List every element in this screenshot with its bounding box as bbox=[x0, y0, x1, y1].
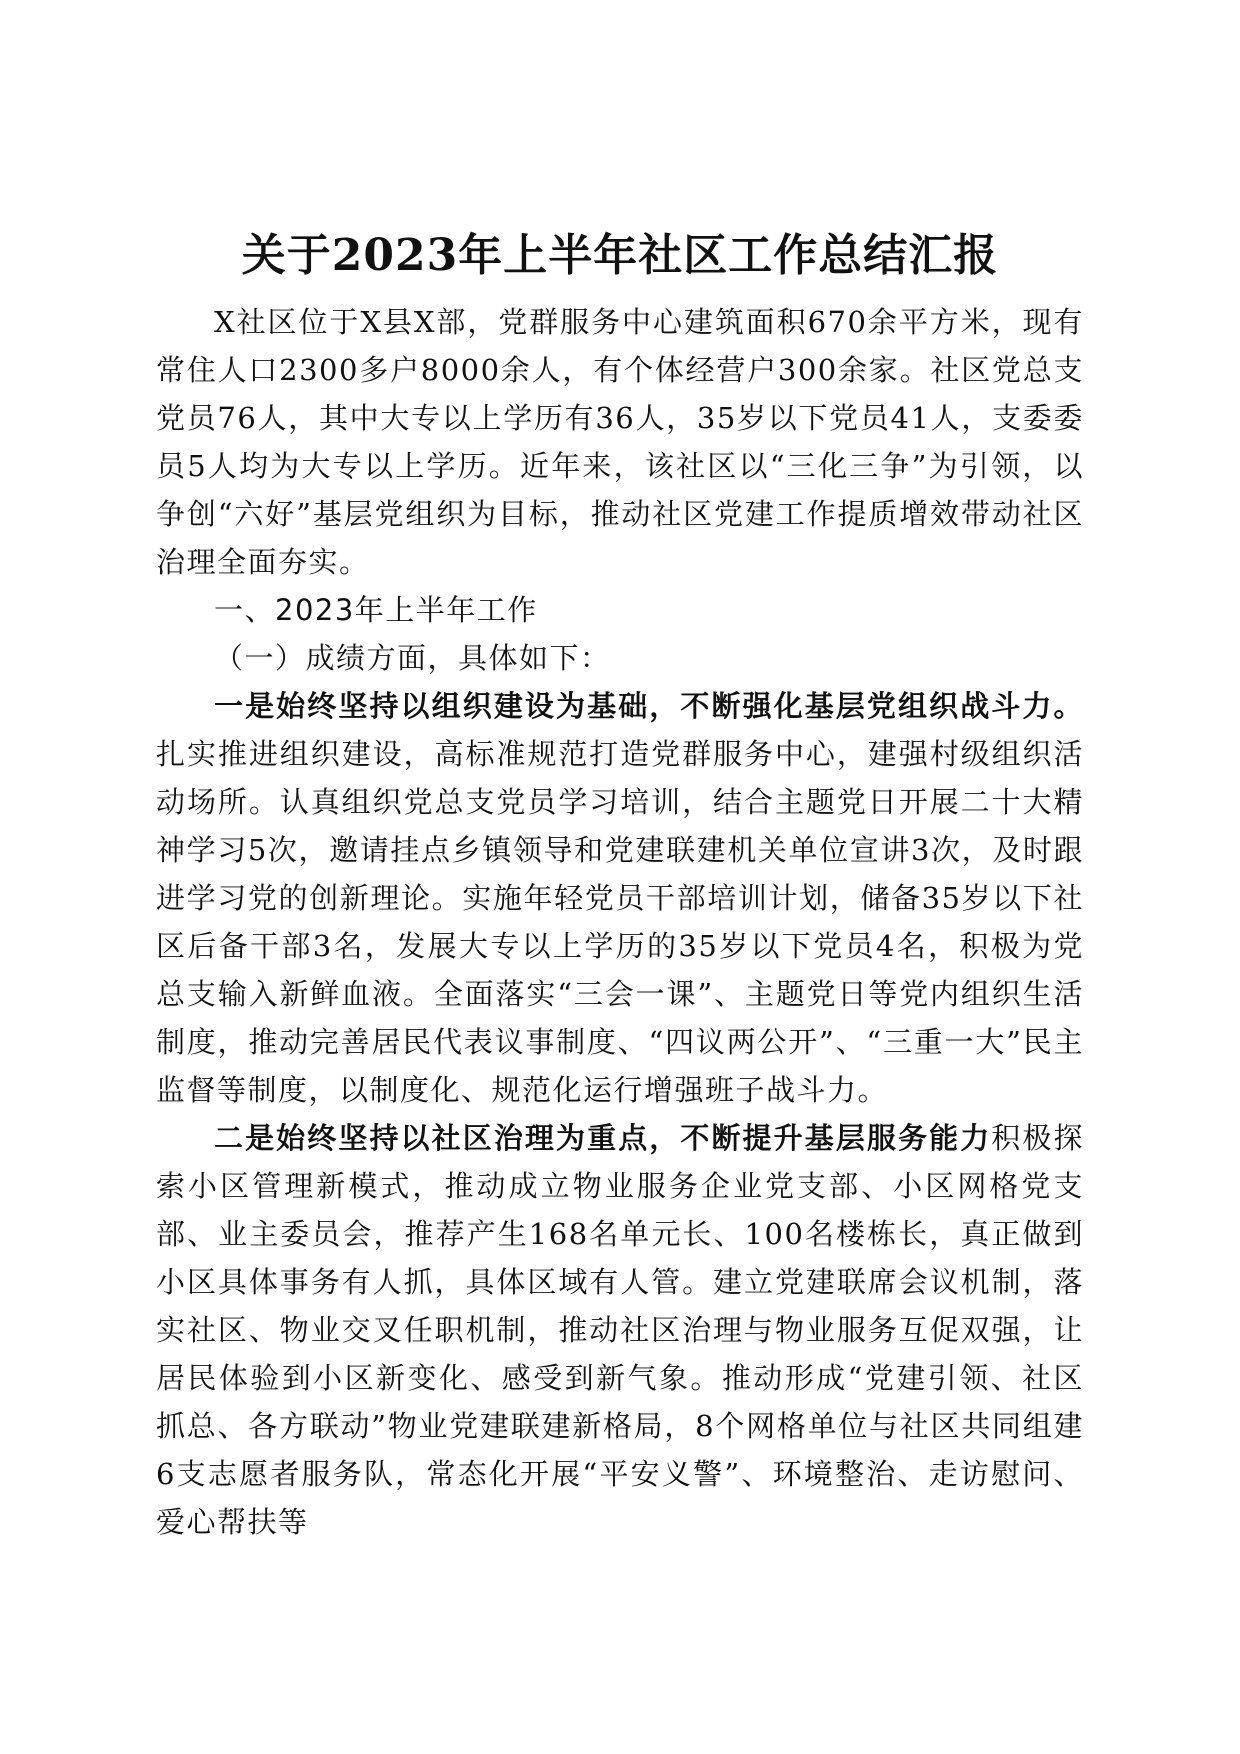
point-one-body: 扎实推进组织建设，高标准规范打造党群服务中心，建强村级组织活动场所。认真组织党总支党员学习培训，结合主题党日开展二十大精神学习5次，邀请挂点乡镇领导和党建联建机关单位宣讲3次，及时跟进学习党的创新理论。实施年轻党员干部培训计划，储备35岁以下社区后备干部3名，发展大专以上学历的35岁以下党员4名，积极为党总支输入新鲜血液。全面落实“三会一课”、主题党日等党内组织生活制度，推动完善居民代表议事制度、“四议两公开”、“三重一大”民主监督等制度，以制度化、规范化运行增强班子战斗力。 bbox=[156, 737, 1084, 1107]
document-page bbox=[156, 226, 1084, 1546]
point-two-body: 积极探索小区管理新模式，推动成立物业服务企业党支部、小区网格党支部、业主委员会，推荐产生168名单元长、100名楼栋长，真正做到小区具体事务有人抓，具体区域有人管。建立党建联席会议机制，落实社区、物业交叉任职机制，推动社区治理与物业服务互促双强，让居民体验到小区新变化、感受到新气象。推动形成“党建引领、社区抓总、各方联动”物业党建联建新格局，8个网格单位与社区共同组建6支志愿者服务队，常态化开展“平安义警”、环境整治、走访慰问、爱心帮扶等 bbox=[156, 1121, 1084, 1539]
intro-paragraph: X社区位于X县X部，党群服务中心建筑面积670余平方米，现有常住人口2300多户8000余人，有个体经营户300余家。社区党总支党员76人，其中大专以上学历有36人，35岁以下党员41人，支委委员5人均为大专以上学历。近年来，该社区以“三化三争”为引领，以争创“六好”基层党组织为目标，推动社区党建工作提质增效带动社区治理全面夯实。 bbox=[156, 305, 1084, 579]
document-title: 关于2023年上半年社区工作总结汇报 bbox=[241, 230, 999, 281]
point-one-lead: 一是始终坚持以组织建设为基础，不断强化基层党组织战斗力。 bbox=[214, 689, 1084, 723]
subsection-heading: （一）成绩方面，具体如下： bbox=[214, 641, 611, 675]
point-one-paragraph bbox=[156, 682, 1084, 1114]
point-two-lead: 二是始终坚持以社区治理为重点，不断提升基层服务能力 bbox=[214, 1121, 992, 1155]
section-heading: 一、2023年上半年工作 bbox=[214, 593, 538, 627]
point-two-paragraph bbox=[156, 1114, 1084, 1546]
